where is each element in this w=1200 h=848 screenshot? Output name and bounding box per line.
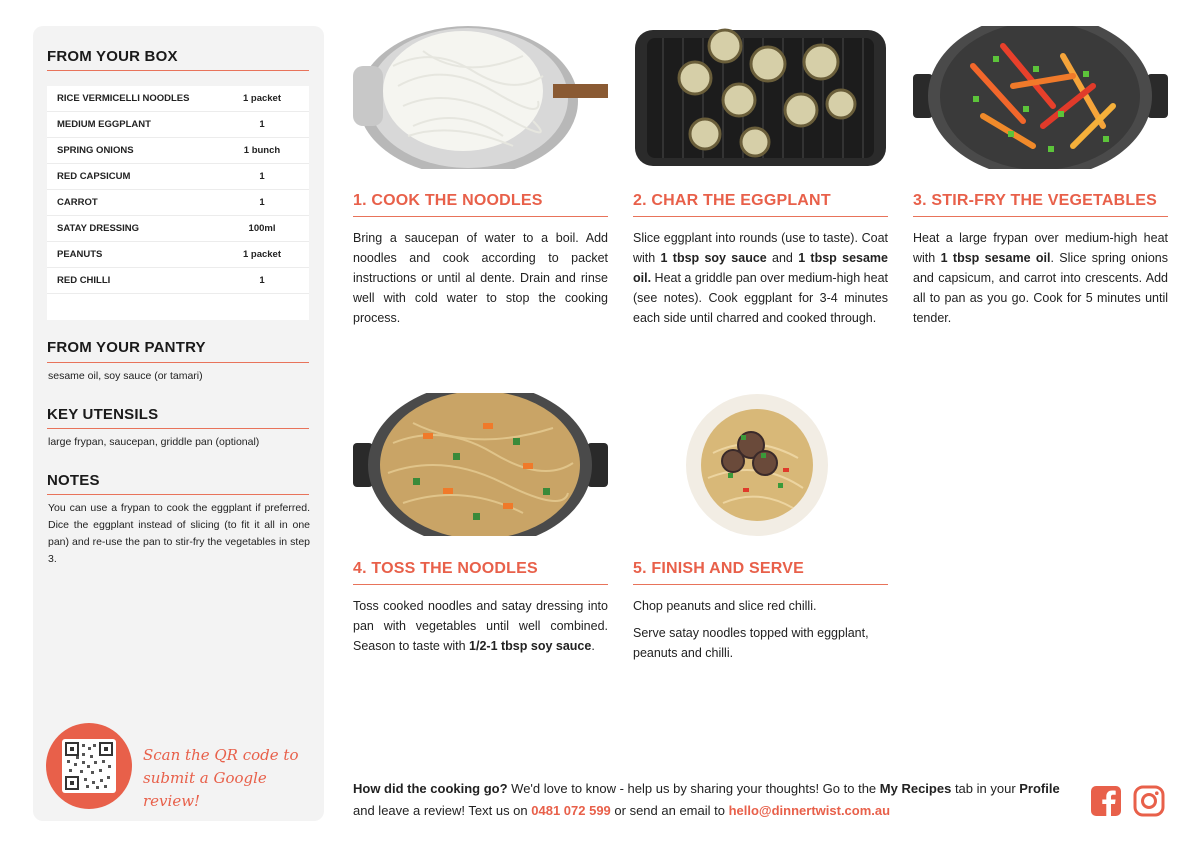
- review-footer: [353, 778, 1073, 822]
- step-5-title: 5. FINISH AND SERVE: [633, 560, 804, 577]
- footer-text: or send an email to: [610, 803, 729, 818]
- email-link[interactable]: hello@dinnertwist.com.au: [728, 803, 891, 818]
- heading-rule: [47, 70, 309, 71]
- ingredient-row: [47, 216, 309, 242]
- from-your-box-heading: FROM YOUR BOX: [47, 48, 178, 65]
- qr-caption-line: Scan the QR code to: [143, 746, 299, 764]
- ingredient-name: RED CAPSICUM: [57, 171, 131, 182]
- facebook-icon[interactable]: [1090, 785, 1122, 817]
- qr-caption-line: submit a Google review!: [143, 769, 267, 810]
- step-5-image: [633, 393, 888, 536]
- ingredient-qty: 1: [259, 119, 265, 130]
- step-4-title: 4. TOSS THE NOODLES: [353, 560, 538, 577]
- step-rule: [353, 216, 608, 217]
- utensils-text: large frypan, saucepan, griddle pan (optional): [48, 436, 260, 448]
- key-utensils-heading: KEY UTENSILS: [47, 406, 159, 423]
- step-5-body: [633, 596, 888, 663]
- step-4-body: [353, 596, 608, 656]
- ingredient-name: RED CHILLI: [57, 275, 111, 286]
- ingredient-row: [47, 138, 309, 164]
- step-3-body: [913, 228, 1168, 328]
- footer-text: and leave a review! Text us on: [353, 803, 532, 818]
- ingredient-name: SATAY DRESSING: [57, 223, 140, 234]
- step-2-text: Slice eggplant into rounds (use to taste). Coat with: [633, 231, 888, 265]
- ingredients-sidebar: [33, 26, 324, 821]
- ingredient-name: CARROT: [57, 197, 98, 208]
- step-2-image: [633, 26, 888, 169]
- step-1-title: 1. COOK THE NOODLES: [353, 192, 543, 209]
- step-2-bold: 1 tbsp sesame oil.: [633, 251, 888, 285]
- from-your-pantry-heading: FROM YOUR PANTRY: [47, 339, 206, 356]
- step-rule: [633, 584, 888, 585]
- step-rule: [633, 216, 888, 217]
- footer-question: How did the cooking go?: [353, 781, 508, 796]
- qr-badge[interactable]: [46, 723, 132, 809]
- step-2-title: 2. CHAR THE EGGPLANT: [633, 192, 831, 209]
- ingredient-name: RICE VERMICELLI NOODLES: [57, 93, 190, 104]
- ingredient-name: MEDIUM EGGPLANT: [57, 119, 151, 130]
- step-4-text: Toss cooked noodles and satay dressing into pan with vegetables until well combined. Season to taste with: [353, 599, 608, 653]
- step-2-text: and: [766, 251, 799, 265]
- ingredient-row: [47, 190, 309, 216]
- ingredient-qty: 1 packet: [242, 93, 282, 104]
- my-recipes-link[interactable]: My Recipes: [879, 781, 952, 796]
- profile-link[interactable]: Profile: [1019, 781, 1060, 796]
- ingredient-row: [47, 86, 309, 112]
- footer-text: We'd love to know - help us by sharing your thoughts! Go to the: [507, 781, 880, 796]
- step-rule: [913, 216, 1168, 217]
- step-5-text: Chop peanuts and slice red chilli.: [633, 599, 817, 613]
- ingredient-name: SPRING ONIONS: [57, 145, 134, 156]
- ingredient-qty: 1 packet: [242, 249, 282, 260]
- heading-rule: [47, 428, 309, 429]
- ingredient-qty: 1: [259, 275, 265, 286]
- ingredient-qty: 1 bunch: [243, 145, 281, 156]
- footer-text: tab in your: [951, 781, 1020, 796]
- ingredient-row: [47, 164, 309, 190]
- qr-caption: [143, 744, 313, 813]
- step-rule: [353, 584, 608, 585]
- heading-rule: [47, 362, 309, 363]
- step-2-text: Heat a griddle pan over medium-high heat (see notes). Cook eggplant for 3-4 minutes each side until charred and cooked through.: [633, 271, 889, 325]
- ingredient-name: PEANUTS: [57, 249, 103, 260]
- heading-rule: [47, 494, 309, 495]
- step-3-bold: 1 tbsp sesame oil: [940, 251, 1051, 265]
- step-1-image: [353, 26, 608, 169]
- ingredient-row: [47, 242, 309, 268]
- phone-link[interactable]: 0481 072 599: [531, 803, 611, 818]
- instagram-icon[interactable]: [1133, 785, 1165, 817]
- step-3-text: Heat a large frypan over medium-high heat with: [913, 231, 1168, 265]
- step-1-text: Bring a saucepan of water to a boil. Add noodles and cook according to packet instructions or until al dente. Drain and rinse well with cold water to stop the cooking process.: [353, 231, 608, 325]
- notes-text: You can use a frypan to cook the eggplant if preferred. Dice the eggplant instead of slicing (to fit it all in one pan) and re-use the pan to stir-fry the vegetables in step 3.: [48, 502, 310, 565]
- box-ingredients-table: [47, 86, 309, 320]
- step-2-bold: 1 tbsp soy sauce: [660, 251, 767, 265]
- step-1-body: [353, 228, 608, 328]
- step-5-text: Serve satay noodles topped with eggplant, peanuts and chilli.: [633, 626, 869, 660]
- step-4-bold: 1/2-1 tbsp soy sauce: [469, 639, 592, 653]
- notes-heading: NOTES: [47, 472, 100, 489]
- ingredient-qty: 100ml: [248, 223, 276, 234]
- step-3-text: . Slice spring onions and capsicum, and carrot into crescents. Add all to pan as you go. Cook for 5 minutes until tender.: [913, 251, 1168, 325]
- qr-code-icon[interactable]: [62, 739, 116, 793]
- ingredient-row: [47, 268, 309, 294]
- ingredient-row: [47, 112, 309, 138]
- ingredient-qty: 1: [259, 197, 265, 208]
- pantry-text: sesame oil, soy sauce (or tamari): [48, 370, 203, 382]
- step-3-title: 3. STIR-FRY THE VEGETABLES: [913, 192, 1158, 209]
- step-3-image: [913, 26, 1168, 169]
- step-4-image: [353, 393, 608, 536]
- ingredient-qty: 1: [259, 171, 265, 182]
- step-4-text: .: [591, 639, 595, 653]
- step-2-body: [633, 228, 888, 328]
